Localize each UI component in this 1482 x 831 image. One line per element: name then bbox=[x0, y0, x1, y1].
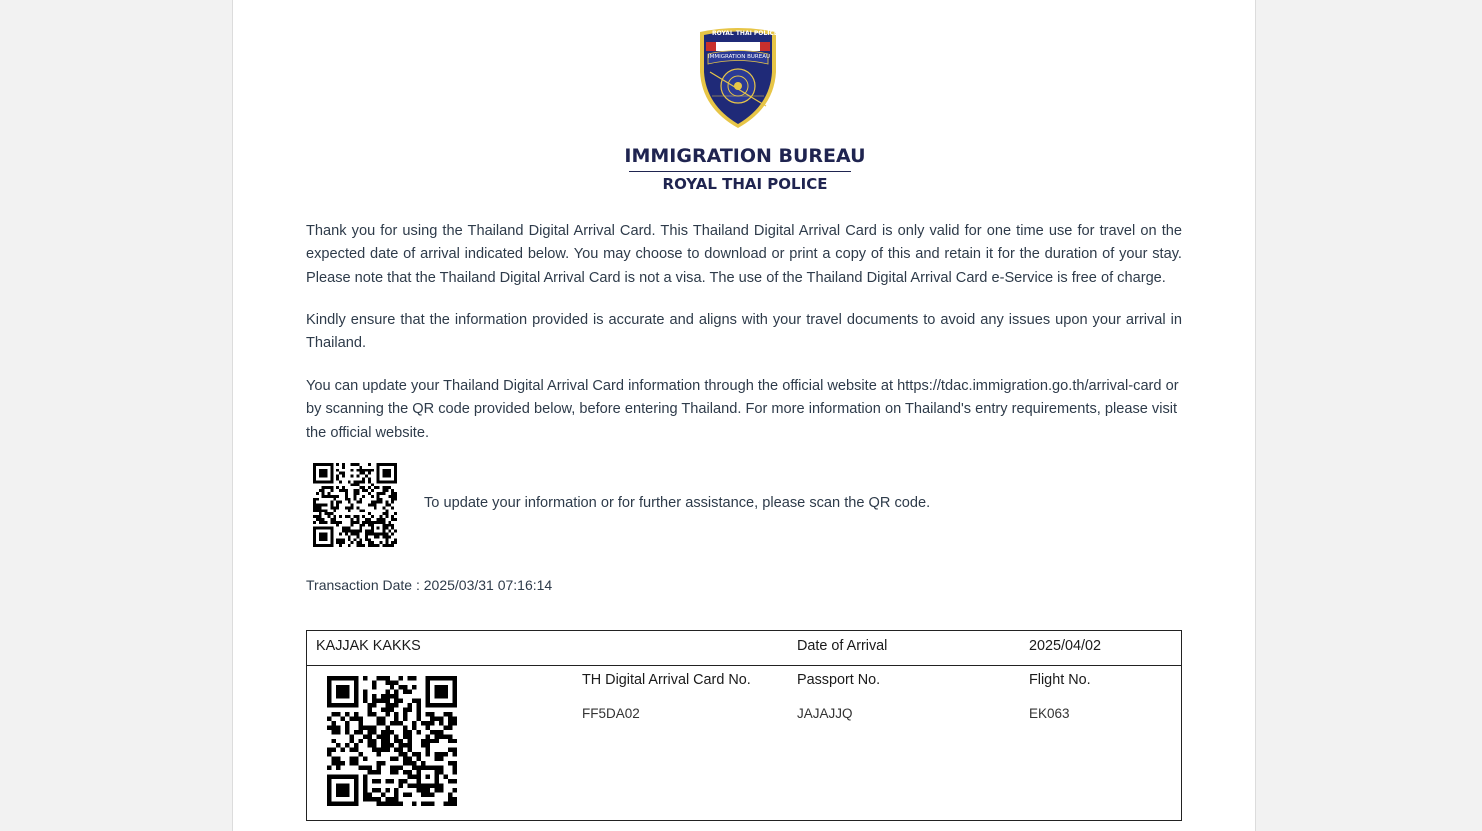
org-subtitle: ROYAL THAI POLICE bbox=[662, 175, 828, 193]
traveler-name: KAJJAK KAKKS bbox=[316, 638, 421, 654]
qr-note: To update your information or for further assistance, please scan the QR code. bbox=[424, 495, 931, 511]
card-header-row bbox=[307, 631, 1181, 666]
arrival-card-table bbox=[306, 630, 1182, 821]
logo-band-text: IMMIGRATION BUREAU bbox=[708, 54, 770, 60]
update-paragraph: You can update your Thailand Digital Arrival Card information through the official website at https://tdac.immigration.go.th/arrival-card or by scanning the QR code provided below, before entering Thailand. For more information on Thailand's entry requirements, please visit the official website. bbox=[306, 378, 1179, 441]
transaction-date: Transaction Date : 2025/03/31 07:16:14 bbox=[306, 577, 553, 593]
flight-number-label: Flight No. bbox=[1029, 672, 1091, 688]
qr-code-icon bbox=[313, 463, 397, 547]
tdac-number-value: FF5DA02 bbox=[582, 706, 640, 721]
date-of-arrival-label: Date of Arrival bbox=[797, 638, 888, 654]
passport-number-value: JAJAJJQ bbox=[797, 706, 853, 721]
police-badge-logo bbox=[694, 26, 782, 130]
org-title: IMMIGRATION BUREAU bbox=[624, 145, 866, 167]
update-qr-code[interactable] bbox=[313, 463, 397, 547]
logo-top-text: ROYAL THAI POLICE bbox=[712, 30, 778, 37]
arrival-card-qr-code bbox=[327, 676, 457, 806]
flight-number-value: EK063 bbox=[1029, 706, 1070, 721]
qr-code-icon bbox=[327, 676, 457, 806]
accuracy-paragraph: Kindly ensure that the information provided is accurate and aligns with your travel documents to avoid any issues upon your arrival in Thailand. bbox=[306, 312, 1182, 352]
tdac-number-label: TH Digital Arrival Card No. bbox=[582, 672, 751, 688]
shield-icon bbox=[694, 26, 782, 130]
document-page bbox=[232, 0, 1256, 831]
date-of-arrival-value: 2025/04/02 bbox=[1029, 638, 1102, 654]
intro-paragraph: Thank you for using the Thailand Digital Arrival Card. This Thailand Digital Arrival Card is only valid for one time use for travel on the expected date of arrival indicated below. You may choose to download or print a copy of this and retain it for the duration of your stay. Please note that the Thailand Digital Arrival Card is not a visa. The use of the Thailand Digital Arrival Card e-Service is free of charge. bbox=[306, 223, 1182, 286]
passport-number-label: Passport No. bbox=[797, 672, 881, 688]
title-divider bbox=[629, 171, 851, 172]
